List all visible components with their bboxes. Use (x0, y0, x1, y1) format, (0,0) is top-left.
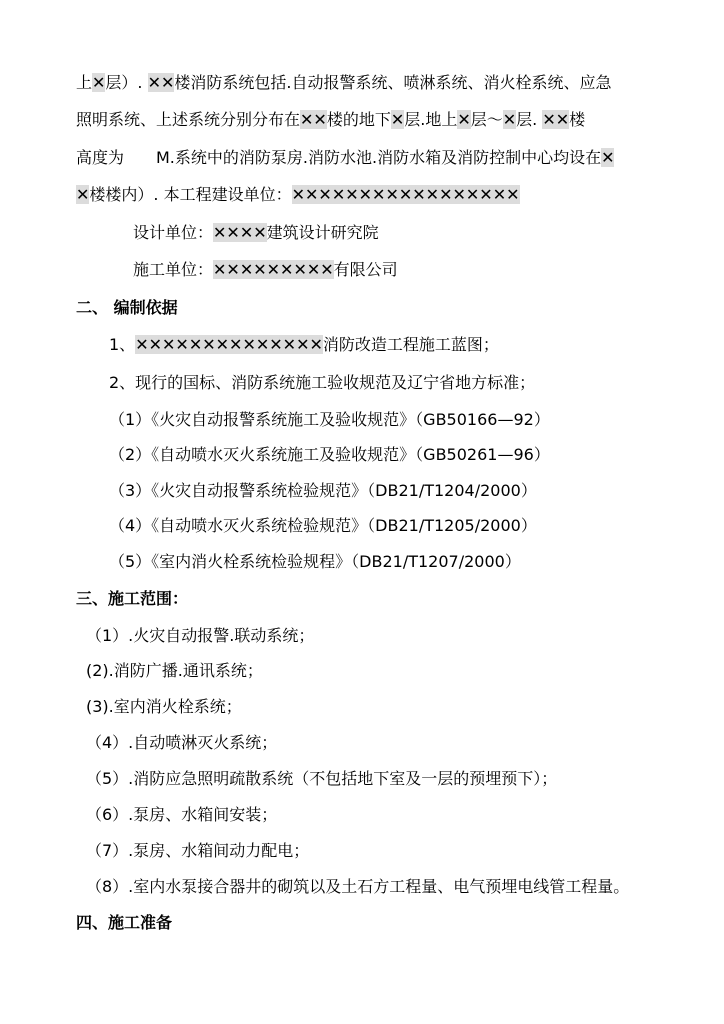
text-run: 照明系统、上述系统分别分布在 (76, 110, 301, 129)
text-run: 层）. (105, 73, 148, 92)
scope-item: (2).消防广播.通讯系统； (86, 661, 263, 680)
intro-line-2 (76, 109, 585, 131)
redacted-placeholder: ✕✕ (147, 73, 175, 92)
text-run: 楼楼内）. 本工程建设单位： (89, 185, 292, 204)
text-run: 设计单位： (133, 223, 214, 242)
intro-line-4 (76, 184, 520, 206)
construction-unit-line (133, 259, 398, 281)
redacted-placeholder: ✕✕✕✕ (213, 223, 267, 242)
standard-item: （5）《室内消火栓系统检验规程》（DB21/T1207/2000） (109, 552, 521, 571)
section-3-heading: 三、施工范围： (76, 589, 189, 608)
text-run: 有限公司 (333, 260, 398, 279)
redacted-placeholder: ✕ (502, 110, 517, 129)
text-run: 楼消防系统包括.自动报警系统、喷淋系统、消火栓系统、应急 (174, 73, 612, 92)
basis-item-2: 2、现行的国标、消防系统施工验收规范及辽宁省地方标准； (109, 373, 536, 392)
text-run: 楼 (569, 110, 586, 129)
redacted-placeholder: ✕✕✕✕✕✕✕✕✕✕✕✕✕✕✕✕✕ (291, 185, 520, 204)
text-run: 层. (516, 110, 543, 129)
text-run: 建筑设计研究院 (266, 223, 379, 242)
text-run: 楼的地下 (326, 110, 391, 129)
standard-item: （4）《自动喷水灭火系统检验规范》（DB21/T1205/2000） (109, 516, 537, 535)
scope-item: （7）.泵房、水箱间动力配电； (86, 841, 310, 860)
redacted-placeholder: ✕✕✕✕✕✕✕✕✕✕✕✕✕✕ (135, 335, 323, 354)
intro-line-1 (76, 72, 612, 94)
redacted-placeholder: ✕ (457, 110, 471, 129)
basis-item-1 (109, 334, 499, 356)
section-2-heading: 二、 编制依据 (76, 298, 178, 317)
text-run: 高度为 M.系统中的消防泵房.消防水池.消防水箱及消防控制中心均设在 (76, 148, 602, 167)
text-run: 层～ (470, 110, 503, 129)
scope-item: （6）.泵房、水箱间安装； (86, 805, 278, 824)
scope-item: （4）.自动喷淋灭火系统； (86, 733, 278, 752)
standard-item: （2）《自动喷水灭火系统施工及验收规范》（GB50261—96） (109, 445, 550, 464)
text-run: 消防改造工程施工蓝图； (322, 335, 499, 354)
redacted-placeholder: ✕✕ (542, 110, 570, 129)
redacted-placeholder: ✕✕✕✕✕✕✕✕✕ (213, 260, 334, 279)
text-run: 1、 (109, 335, 136, 354)
redacted-placeholder: ✕ (390, 110, 405, 129)
scope-item: （8）.室内水泵接合器井的砌筑以及土石方工程量、电气预埋电线管工程量。 (86, 877, 630, 896)
intro-line-3 (76, 147, 614, 169)
scope-item: （5）.消防应急照明疏散系统（不包括地下室及一层的预埋预下）； (86, 769, 558, 788)
redacted-placeholder: ✕ (76, 185, 90, 204)
text-run: 上 (76, 73, 93, 92)
redacted-placeholder: ✕ (92, 73, 106, 92)
scope-item: （1）.火灾自动报警.联动系统； (86, 626, 315, 645)
standard-item: （1）《火灾自动报警系统施工及验收规范》（GB50166—92） (109, 410, 550, 429)
redacted-placeholder: ✕ (601, 148, 615, 167)
section-4-heading: 四、施工准备 (76, 913, 173, 932)
standard-item: （3）《火灾自动报警系统检验规范》（DB21/T1204/2000） (109, 481, 537, 500)
design-unit-line (133, 222, 379, 244)
text-run: 施工单位： (133, 260, 214, 279)
scope-item: (3).室内消火栓系统； (86, 697, 242, 716)
text-run: 层.地上 (404, 110, 458, 129)
redacted-placeholder: ✕✕ (300, 110, 327, 129)
